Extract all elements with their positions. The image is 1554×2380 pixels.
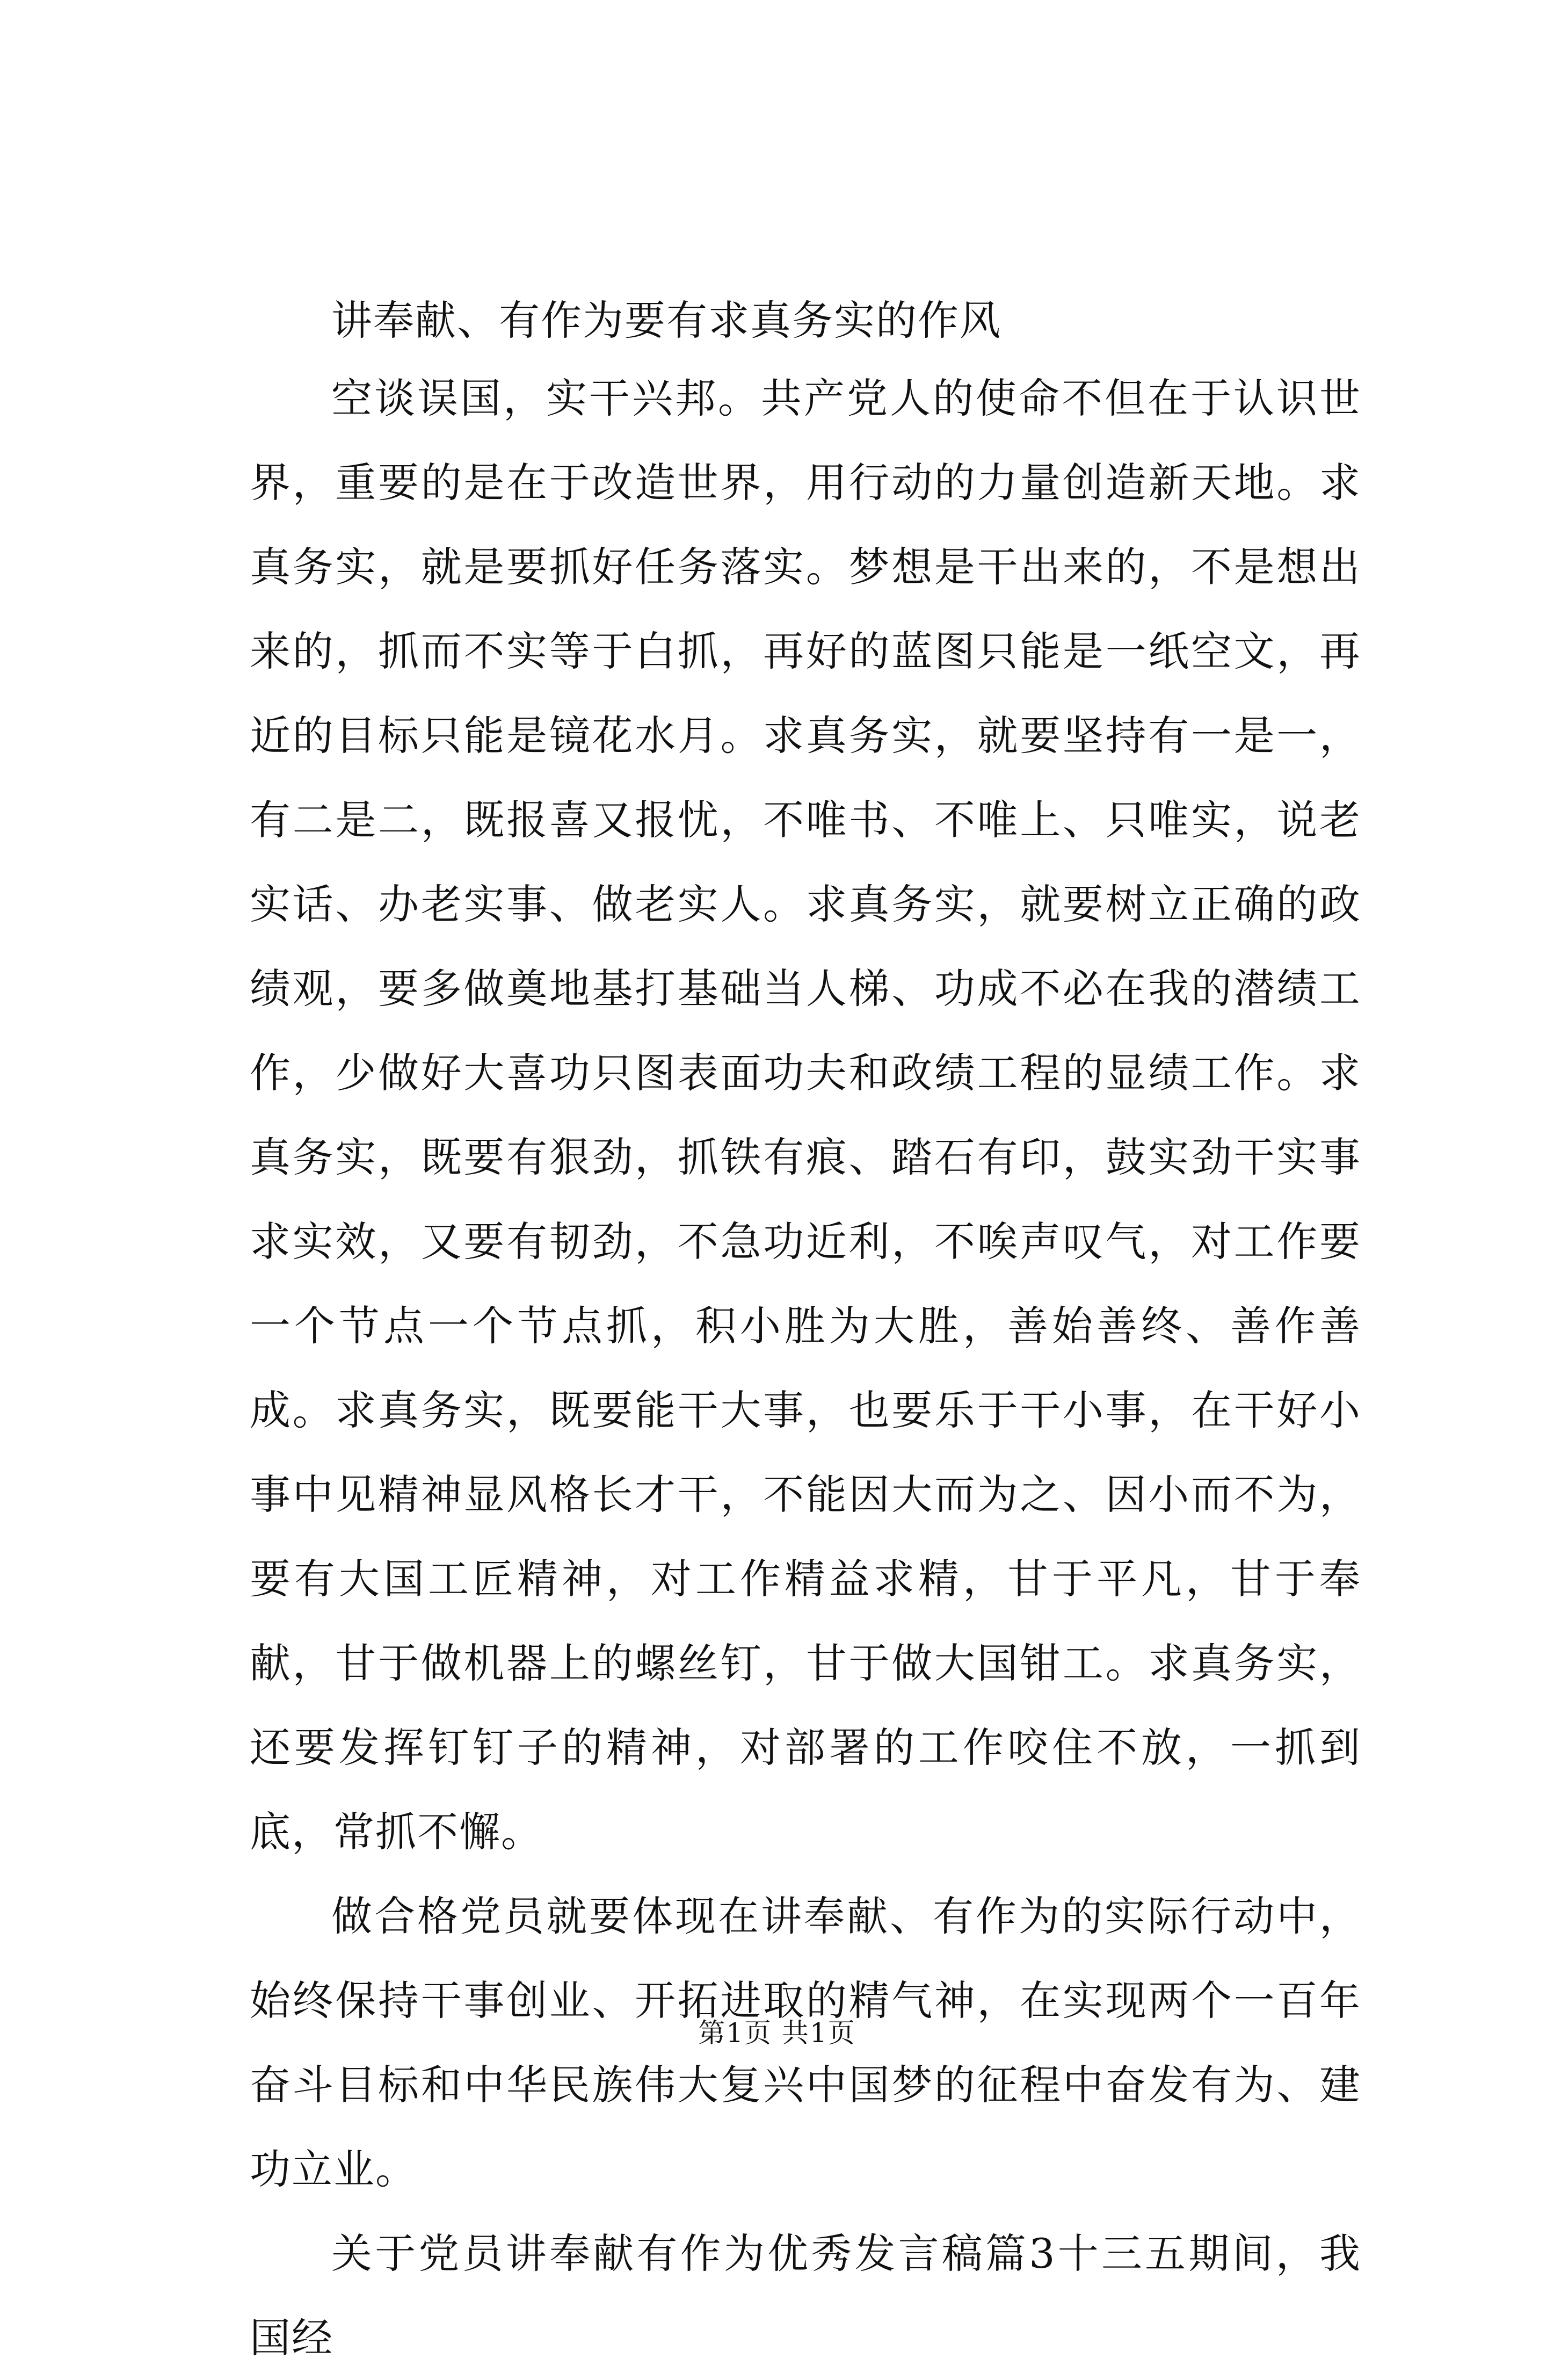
document-body xyxy=(250,278,1361,2380)
section-heading: 讲奉献、有作为要有求真务实的作风 xyxy=(331,296,1001,344)
body-paragraph: 关于党员讲奉献有作为优秀发言稿篇3十三五期间，我国经 xyxy=(250,2230,1361,2362)
body-paragraph: 空谈误国，实干兴邦。共产党人的使命不但在于认识世界，重要的是在于改造世界，用行动的力量创造新天地。求真务实，就是要抓好任务落实。梦想是干出来的，不是想出来的，抓而不实等于白抓，再好的蓝图只能是一纸空文，再近的目标只能是镜花水月。求真务实，就要坚持有一是一，有二是二，既报喜又报忧，不唯书、不唯上、只唯实，说老实话、办老实事、做老实人。求真务实，就要树立正确的政绩观，要多做奠地基打基础当人梯、功成不必在我的潜绩工作，少做好大喜功只图表面功夫和政绩工程的显绩工作。求真务实，既要有狠劲，抓铁有痕、踏石有印，鼓实劲干实事求实效，又要有韧劲，不急功近利，不唉声叹气，对工作要一个节点一个节点抓，积小胜为大胜，善始善终、善作善成。求真务实，既要能干大事，也要乐于干小事，在干好小事中见精神显风格长才干，不能因大而为之、因小而不为，要有大国工匠精神，对工作精益求精，甘于平凡，甘于奉献，甘于做机器上的螺丝钉，甘于做大国钳工。求真务实，还要发挥钉钉子的精神，对部署的工作咬住不放，一抓到底，常抓不懈。 xyxy=(250,374,1361,1856)
body-paragraph: 做合格党员就要体现在讲奉献、有作为的实际行动中，始终保持干事创业、开拓进取的精气神，在实现两个一百年奋斗目标和中华民族伟大复兴中国梦的征程中奋发有为、建功立业。 xyxy=(250,1892,1361,2193)
page-footer: 第1页 共1页 xyxy=(698,2017,856,2049)
